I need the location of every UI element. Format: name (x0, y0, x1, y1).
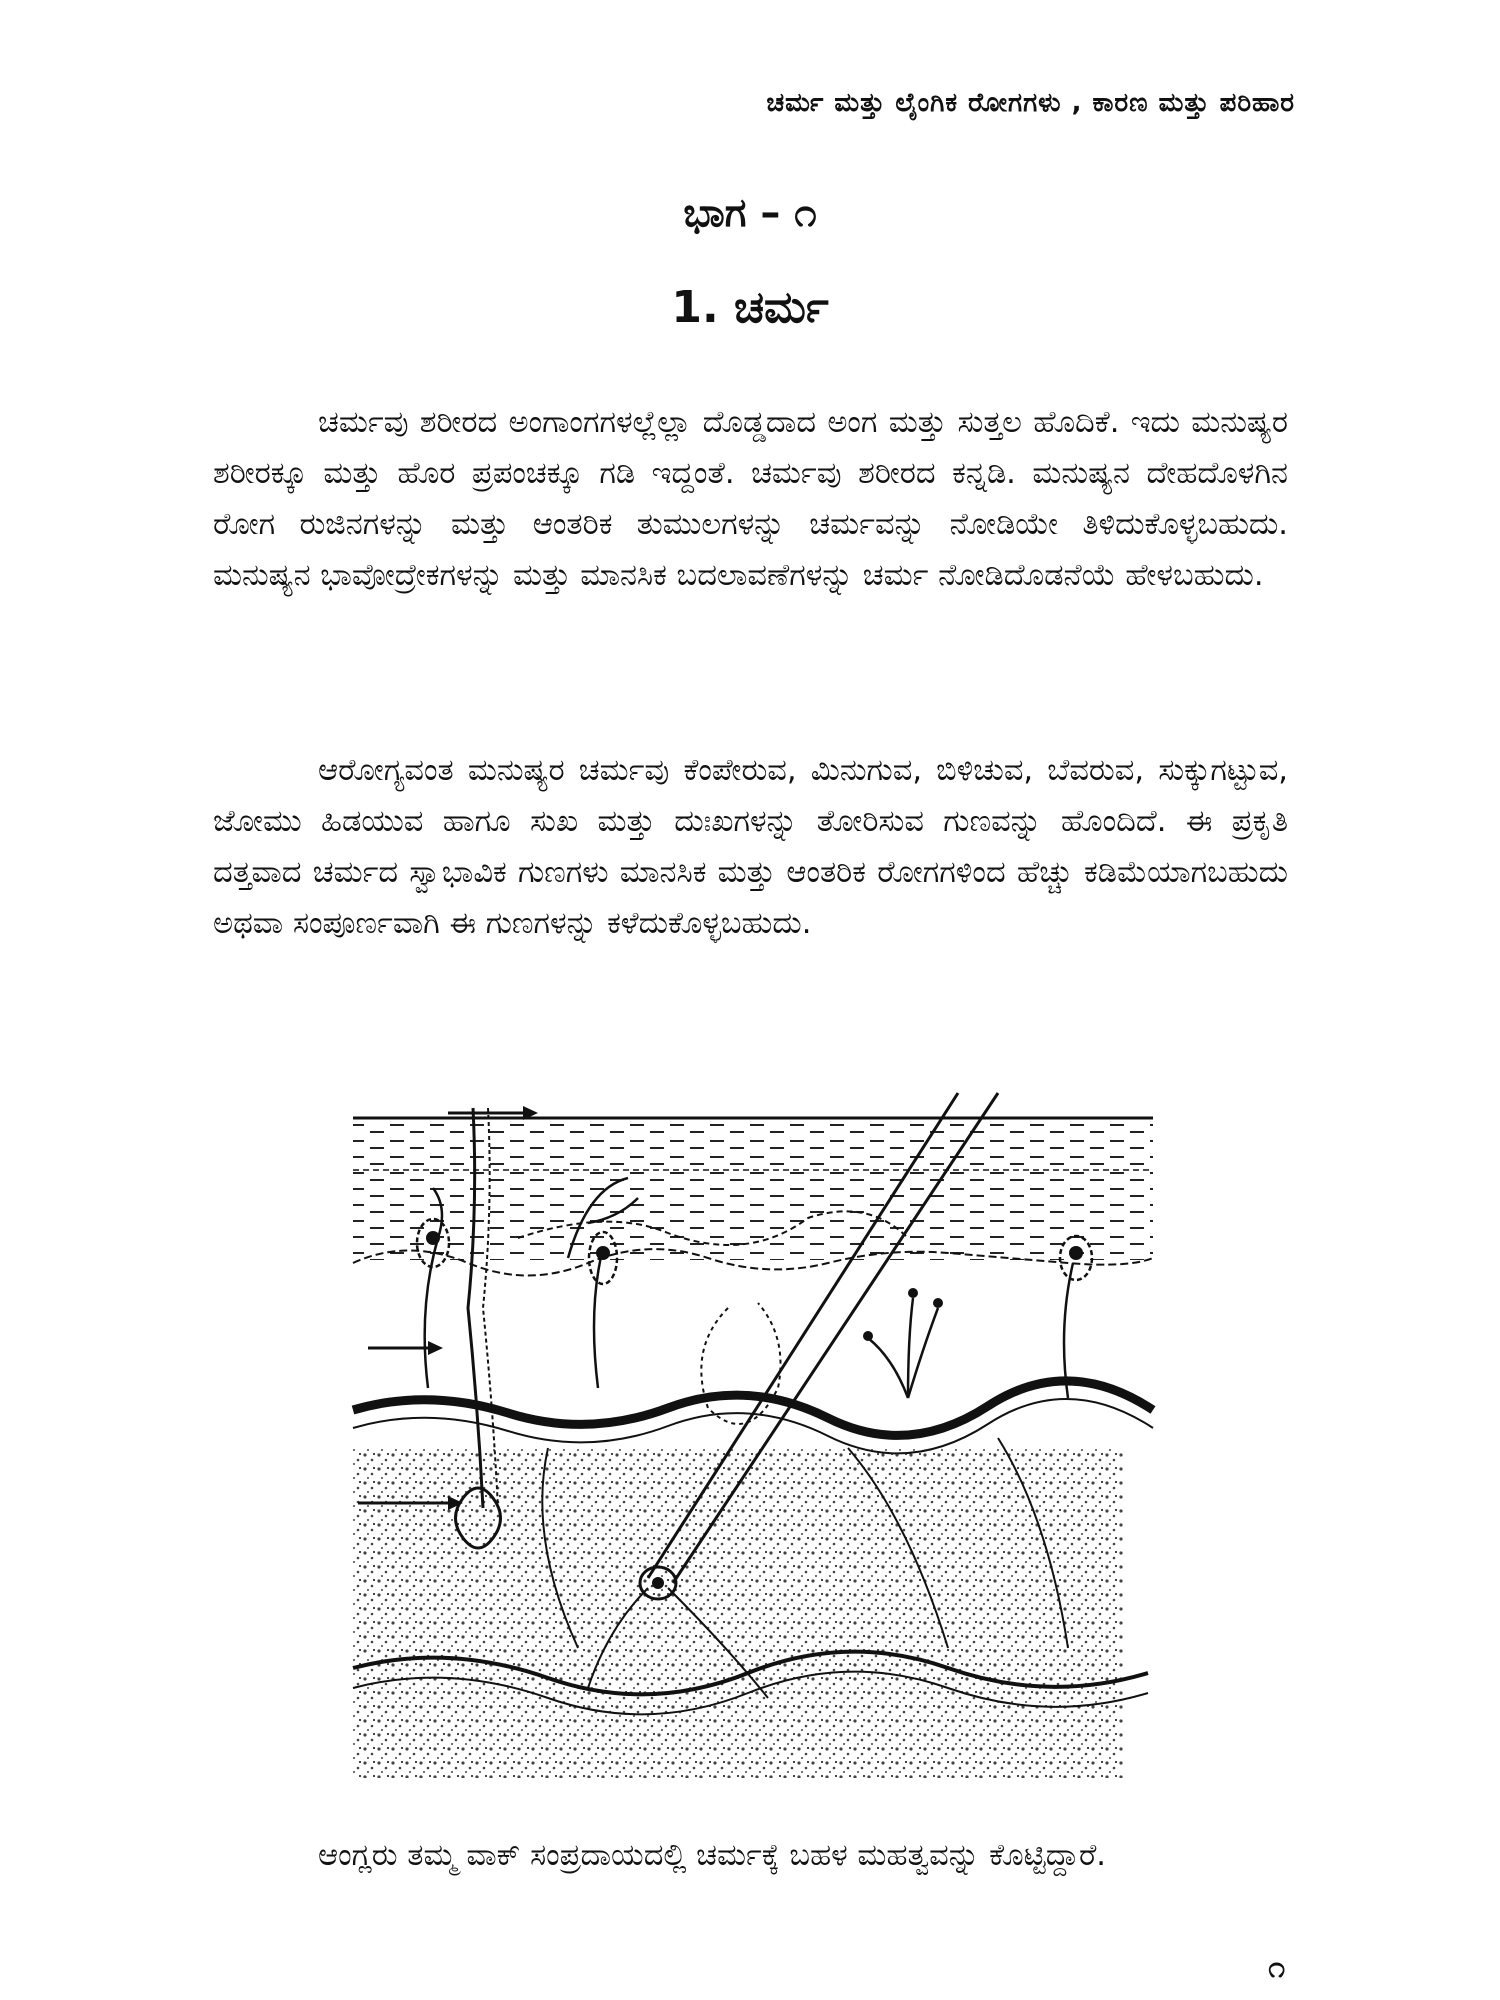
skin-cross-section-illustration (348, 1088, 1158, 1788)
body-paragraph: ಚರ್ಮವು ಶರೀರದ ಅಂಗಾಂಗಗಳಲ್ಲೆಲ್ಲಾ ದೊಡ್ಡದಾದ ಅಂಗ ಮತ್ತು ಸುತ್ತಲ ಹೊದಿಕೆ. ಇದು ಮನುಷ್ಯರ ಶರೀರಕ್ಕೂ ಮತ್ತು ಹೊರ ಪ್ರಪಂಚಕ್ಕೂ ಗಡಿ ಇದ್ದಂತೆ. ಚರ್ಮವು ಶರೀರದ ಕನ್ನಡಿ. ಮನುಷ್ಯನ ದೇಹದೊಳಗಿನ ರೋಗ ರುಜಿನಗಳನ್ನು ಮತ್ತು ಆಂತರಿಕ ತುಮುಲಗಳನ್ನು ಚರ್ಮವನ್ನು ನೋಡಿಯೇ ತಿಳಿದುಕೊಳ್ಳಬಹುದು. ಮನುಷ್ಯನ ಭಾವೋದ್ರೇಕಗಳನ್ನು ಮತ್ತು ಮಾನಸಿಕ ಬದಲಾವಣೆಗಳನ್ನು ಚರ್ಮ ನೋಡಿದೊಡನೆಯೆ ಹೇಳಬಹುದು. (213, 405, 1288, 593)
part-title: ಭಾಗ – ೧ (683, 190, 817, 236)
running-header: ಚರ್ಮ ಮತ್ತು ಲೈಂಗಿಕ ರೋಗಗಳು , ಕಾರಣ ಮತ್ತು ಪರಿಹಾರ (766, 88, 1295, 118)
page-number: ೧ (1268, 1950, 1285, 1985)
body-paragraph: ಆಂಗ್ಲರು ತಮ್ಮ ವಾಕ್ ಸಂಪ್ರದಾಯದಲ್ಲಿ ಚರ್ಮಕ್ಕೆ ಬಹಳ ಮಹತ್ವವನ್ನು ಕೊಟ್ಟಿದ್ದಾರೆ. (318, 1838, 1106, 1873)
chapter-title: 1. ಚರ್ಮ (671, 282, 829, 333)
body-paragraph: ಆರೋಗ್ಯವಂತ ಮನುಷ್ಯರ ಚರ್ಮವು ಕೆಂಪೇರುವ, ಮಿನುಗುವ, ಬಿಳಿಚುವ, ಬೆವರುವ, ಸುಕ್ಕುಗಟ್ಟುವ, ಜೋಮು ಹಿಡಯುವ ಹಾಗೂ ಸುಖ ಮತ್ತು ದುಃಖಗಳನ್ನು ತೋರಿಸುವ ಗುಣವನ್ನು ಹೊಂದಿದೆ. ಈ ಪ್ರಕೃತಿ ದತ್ತವಾದ ಚರ್ಮದ ಸ್ವಾಭಾವಿಕ ಗುಣಗಳು ಮಾನಸಿಕ ಮತ್ತು ಆಂತರಿಕ ರೋಗಗಳಿಂದ ಹೆಚ್ಚು ಕಡಿಮೆಯಾಗಬಹುದು ಅಥವಾ ಸಂಪೂರ್ಣವಾಗಿ ಈ ಗುಣಗಳನ್ನು ಕಳೆದುಕೊಳ್ಳಬಹುದು. (213, 753, 1288, 941)
